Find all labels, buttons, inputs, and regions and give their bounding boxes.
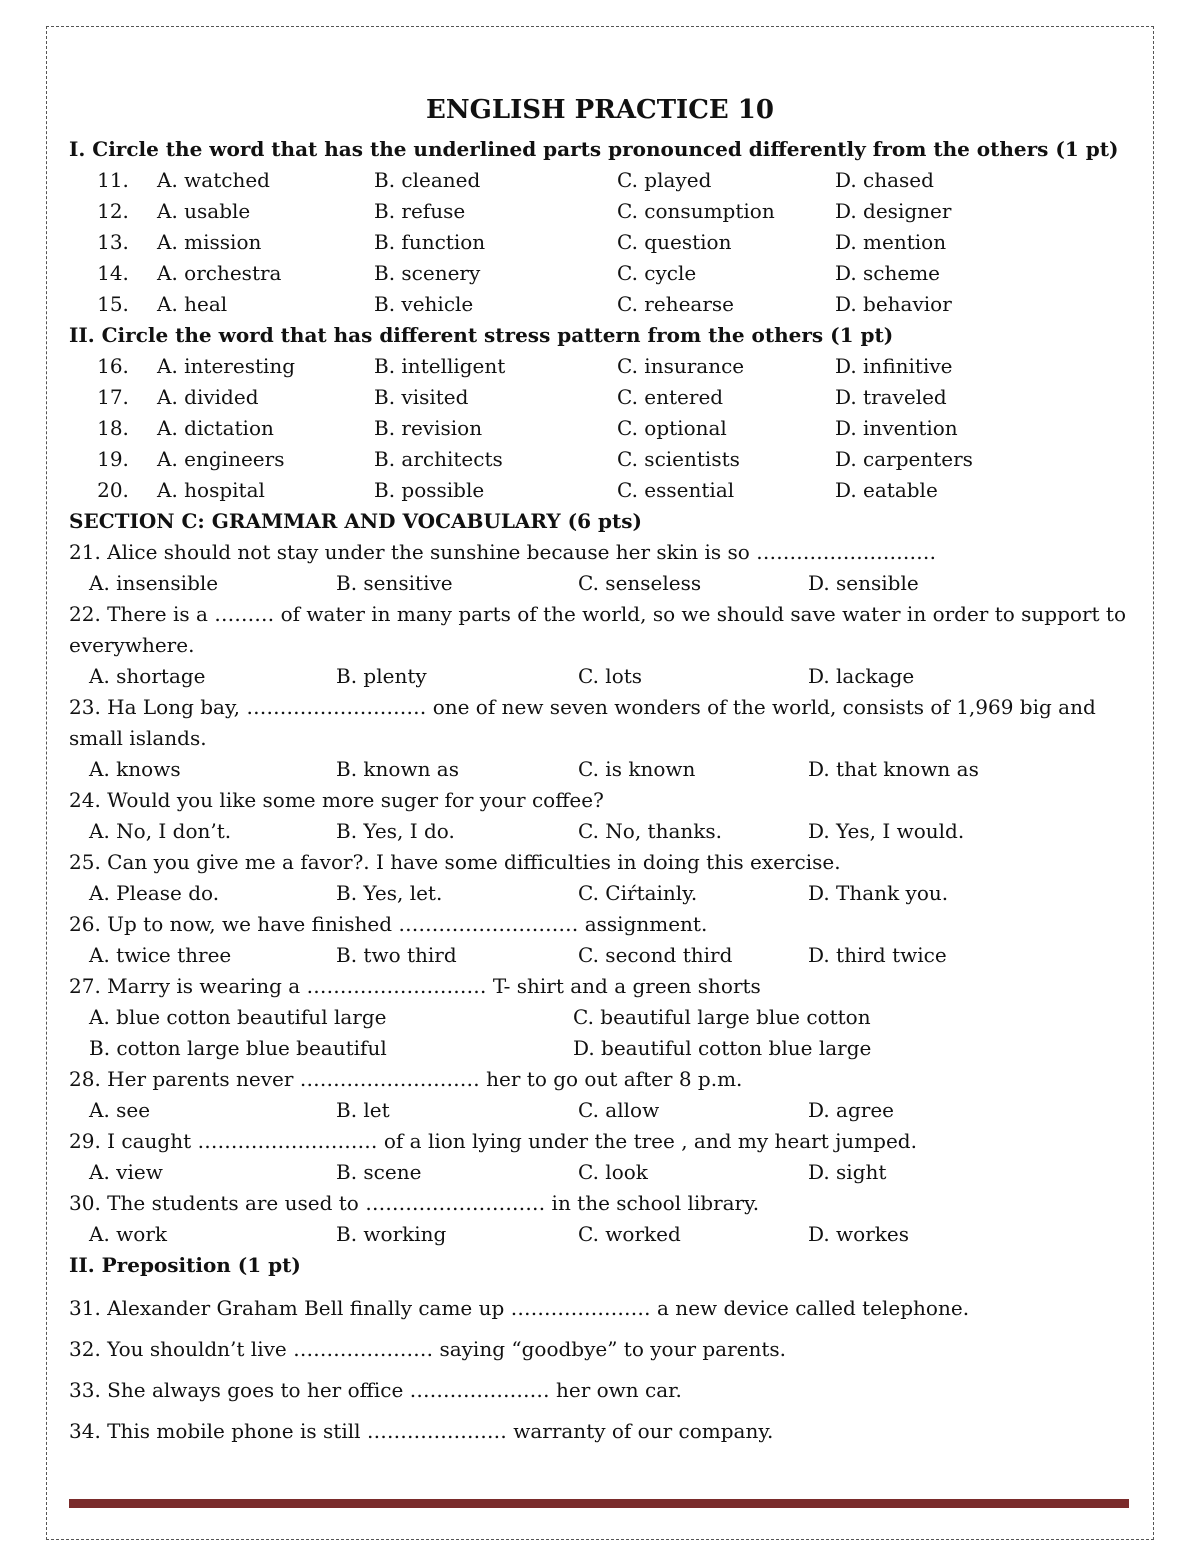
option-d: D. scheme xyxy=(835,261,941,285)
option-b: B. working xyxy=(336,1222,447,1246)
option-a: A. hospital xyxy=(157,478,265,502)
option-b: B. cotton large blue beautiful xyxy=(89,1036,387,1060)
option-a: A. heal xyxy=(157,292,228,316)
question-row-17 xyxy=(69,382,1131,413)
option-c: C. No, thanks. xyxy=(578,819,723,843)
option-b: B. let xyxy=(336,1098,390,1122)
options-23 xyxy=(69,754,1131,785)
option-c: C. second third xyxy=(578,943,733,967)
footer-rule xyxy=(69,1499,1129,1508)
question-23: 23. Ha Long bay, ……………………… one of new seven wonders of the world, consists of 1,969 big and small islands. xyxy=(69,695,1096,750)
option-a: A. usable xyxy=(157,199,251,223)
section-3-heading: SECTION C: GRAMMAR AND VOCABULARY (6 pts) xyxy=(69,509,642,533)
option-a: A. dictation xyxy=(157,416,274,440)
section-4-heading: II. Preposition (1 pt) xyxy=(69,1253,301,1277)
option-a: A. watched xyxy=(157,168,270,192)
option-b: B. Yes, let. xyxy=(336,881,443,905)
option-c: C. insurance xyxy=(617,354,745,378)
question-number: 11. xyxy=(97,168,129,192)
option-d: D. beautiful cotton blue large xyxy=(573,1036,872,1060)
option-c: C. consumption xyxy=(617,199,775,223)
question-25: 25. Can you give me a favor?. I have some difficulties in doing this exercise. xyxy=(69,850,841,874)
option-d: D. invention xyxy=(835,416,958,440)
option-d: D. mention xyxy=(835,230,947,254)
option-b: B. known as xyxy=(336,757,459,781)
options-27-row-2 xyxy=(69,1033,1131,1064)
option-d: D. eatable xyxy=(835,478,938,502)
option-c: C. essential xyxy=(617,478,735,502)
option-a: A. shortage xyxy=(89,664,206,688)
question-29: 29. I caught ……………………… of a lion lying under the tree , and my heart jumped. xyxy=(69,1129,917,1153)
options-21 xyxy=(69,568,1131,599)
option-c: C. cycle xyxy=(617,261,697,285)
options-30 xyxy=(69,1219,1131,1250)
options-24 xyxy=(69,816,1131,847)
page-title: ENGLISH PRACTICE 10 xyxy=(426,95,774,125)
question-row-19 xyxy=(69,444,1131,475)
option-c: C. lots xyxy=(578,664,643,688)
option-d: D. sensible xyxy=(808,571,919,595)
option-b: B. scenery xyxy=(374,261,481,285)
option-c: C. optional xyxy=(617,416,727,440)
option-d: D. carpenters xyxy=(835,447,973,471)
option-b: B. sensitive xyxy=(336,571,453,595)
question-row-20 xyxy=(69,475,1131,506)
option-a: A. orchestra xyxy=(157,261,282,285)
question-number: 14. xyxy=(97,261,129,285)
option-a: A. see xyxy=(89,1098,151,1122)
option-d: D. agree xyxy=(808,1098,894,1122)
option-a: A. view xyxy=(89,1160,163,1184)
option-d: D. sight xyxy=(808,1160,887,1184)
option-c: C. worked xyxy=(578,1222,681,1246)
section-2-heading: II. Circle the word that has different stress pattern from the others (1 pt) xyxy=(69,323,894,347)
option-b: B. intelligent xyxy=(374,354,506,378)
option-d: D. behavior xyxy=(835,292,952,316)
option-a: A. Please do. xyxy=(89,881,220,905)
option-b: B. scene xyxy=(336,1160,422,1184)
option-a: A. twice three xyxy=(89,943,232,967)
option-a: A. No, I don’t. xyxy=(89,819,232,843)
option-a: A. insensible xyxy=(89,571,219,595)
question-26: 26. Up to now, we have finished ……………………… assignment. xyxy=(69,912,708,936)
option-c: C. rehearse xyxy=(617,292,735,316)
option-a: A. mission xyxy=(157,230,262,254)
question-row-12 xyxy=(69,196,1131,227)
question-number: 12. xyxy=(97,199,129,223)
option-d: D. workes xyxy=(808,1222,909,1246)
option-b: B. Yes, I do. xyxy=(336,819,455,843)
option-a: A. divided xyxy=(157,385,259,409)
option-b: B. revision xyxy=(374,416,483,440)
question-row-16 xyxy=(69,351,1131,382)
option-a: A. interesting xyxy=(157,354,296,378)
options-27-row-1 xyxy=(69,1002,1131,1033)
option-a: A. engineers xyxy=(157,447,285,471)
option-d: D. traveled xyxy=(835,385,947,409)
options-28 xyxy=(69,1095,1131,1126)
option-c: C. senseless xyxy=(578,571,702,595)
question-32: 32. You shouldn’t live ………………… saying “goodbye” to your parents. xyxy=(69,1337,787,1361)
options-26 xyxy=(69,940,1131,971)
option-c: C. beautiful large blue cotton xyxy=(573,1005,871,1029)
option-d: D. lackage xyxy=(808,664,915,688)
option-a: A. blue cotton beautiful large xyxy=(89,1005,387,1029)
question-row-18 xyxy=(69,413,1131,444)
option-d: D. that known as xyxy=(808,757,979,781)
question-31: 31. Alexander Graham Bell finally came up ………………… a new device called telephone. xyxy=(69,1296,970,1320)
question-21: 21. Alice should not stay under the sunshine because her skin is so ……………………… xyxy=(69,540,937,564)
question-number: 15. xyxy=(97,292,129,316)
option-b: B. visited xyxy=(374,385,469,409)
option-a: A. work xyxy=(89,1222,167,1246)
question-30: 30. The students are used to ……………………… in the school library. xyxy=(69,1191,760,1215)
option-d: D. infinitive xyxy=(835,354,953,378)
option-b: B. function xyxy=(374,230,486,254)
question-24: 24. Would you like some more suger for your coffee? xyxy=(69,788,604,812)
question-27: 27. Marry is wearing a ……………………… T- shirt and a green shorts xyxy=(69,974,761,998)
option-b: B. possible xyxy=(374,478,485,502)
option-c: C. played xyxy=(617,168,712,192)
worksheet xyxy=(69,90,1131,1447)
option-b: B. architects xyxy=(374,447,503,471)
question-number: 19. xyxy=(97,447,129,471)
question-number: 20. xyxy=(97,478,129,502)
option-d: D. Thank you. xyxy=(808,881,949,905)
option-c: C. is known xyxy=(578,757,696,781)
question-row-15 xyxy=(69,289,1131,320)
question-number: 18. xyxy=(97,416,129,440)
question-number: 13. xyxy=(97,230,129,254)
option-d: D. third twice xyxy=(808,943,947,967)
question-row-11 xyxy=(69,165,1131,196)
question-row-13 xyxy=(69,227,1131,258)
option-c: C. allow xyxy=(578,1098,660,1122)
option-c: C. look xyxy=(578,1160,648,1184)
question-number: 16. xyxy=(97,354,129,378)
option-c: C. question xyxy=(617,230,732,254)
option-b: B. vehicle xyxy=(374,292,474,316)
option-a: A. knows xyxy=(89,757,181,781)
option-b: B. cleaned xyxy=(374,168,481,192)
option-c: C. scientists xyxy=(617,447,740,471)
question-34: 34. This mobile phone is still ………………… warranty of our company. xyxy=(69,1419,774,1443)
option-d: D. Yes, I would. xyxy=(808,819,965,843)
option-b: B. plenty xyxy=(336,664,427,688)
option-b: B. refuse xyxy=(374,199,466,223)
option-d: D. designer xyxy=(835,199,952,223)
question-33: 33. She always goes to her office ………………… her own car. xyxy=(69,1378,682,1402)
question-number: 17. xyxy=(97,385,129,409)
question-22: 22. There is a ……… of water in many parts of the world, so we should save water in order to support to everywhere. xyxy=(69,602,1126,657)
option-d: D. chased xyxy=(835,168,934,192)
question-row-14 xyxy=(69,258,1131,289)
options-29 xyxy=(69,1157,1131,1188)
section-1-heading: I. Circle the word that has the underlined parts pronounced differently from the others (1 pt) xyxy=(69,137,1119,161)
question-28: 28. Her parents never ……………………… her to go out after 8 p.m. xyxy=(69,1067,743,1091)
options-22 xyxy=(69,661,1131,692)
options-25 xyxy=(69,878,1131,909)
option-c: C. entered xyxy=(617,385,724,409)
option-c: C. Ciŕtainly. xyxy=(578,881,698,905)
option-b: B. two third xyxy=(336,943,457,967)
